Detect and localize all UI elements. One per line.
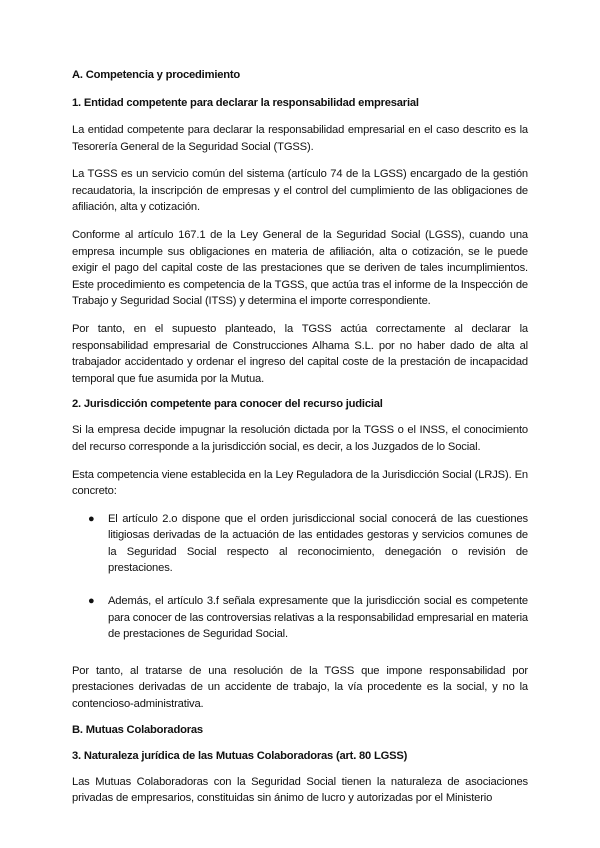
bullet-text: Además, el artículo 3.f señala expresamente que la jurisdicción social es competente para conocer de las controversias relativas a la responsabilidad empresarial en materia de prestaciones de Seguridad Social.	[108, 595, 528, 641]
section-a-heading: A. Competencia y procedimiento	[72, 69, 241, 81]
paragraph-entidad-competente: La entidad competente para declarar la responsabilidad empresarial en el caso descrito es la Tesorería General de la Seguridad Social (TGSS).	[72, 124, 528, 153]
bullet-text: El artículo 2.o dispone que el orden jurisdiccional social conocerá de las cuestiones litigiosas derivadas de la actuación de las entidades gestoras y servicios comunes de la Seguridad Social respecto al reconocimiento, denegación o revisión de prestaciones.	[108, 512, 528, 575]
bullet-icon: ●	[88, 512, 95, 525]
paragraph-mutuas: Las Mutuas Colaboradoras con la Seguridad Social tienen la naturaleza de asociaciones privadas de empresarios, constituidas sin ánimo de lucro y autorizadas por el Ministerio	[72, 775, 528, 805]
list-item	[88, 593, 528, 643]
bullet-icon: ●	[88, 595, 95, 608]
paragraph-conclusion: Por tanto, al tratarse de una resolución de la TGSS que impone responsabilidad por prestaciones derivadas de un accidente de trabajo, la vía procedente es la social, y no la contencioso-administrativa.	[72, 664, 528, 711]
paragraph-articulo-167: Conforme al artículo 167.1 de la Ley General de la Seguridad Social (LGSS), cuando una empresa incumple sus obligaciones en materia de afiliación, alta o cotización, se le puede exigir el pago del capital coste de las prestaciones que se deriven de tales incumplimientos. Este procedimiento es competencia de la TGSS, que actúa tras el informe de la Inspección de Trabajo y Seguridad Social (ITSS) y determina el importe correspondiente.	[72, 228, 528, 308]
paragraph-lrjs: Esta competencia viene establecida en la Ley Reguladora de la Jurisdicción Social (LRJS). En concreto:	[72, 468, 528, 498]
paragraph-tgss-servicio: La TGSS es un servicio común del sistema (artículo 74 de la LGSS) encargado de la gestión recaudatoria, la inscripción de empresas y el control del cumplimiento de las obligaciones de afiliación, alta y cotización.	[72, 168, 528, 214]
paragraph-impugnar: Si la empresa decide impugnar la resolución dictada por la TGSS o el INSS, el conocimiento del recurso corresponde a la jurisdicción social, es decir, a los Juzgados de lo Social.	[72, 424, 528, 453]
paragraph-supuesto: Por tanto, en el supuesto planteado, la TGSS actúa correctamente al declarar la responsabilidad empresarial de Construcciones Alhama S.L. por no haber dado de alta al trabajador accidentado y ordenar el ingreso del capital coste de la prestación de incapacidad temporal que fue asumida por la Mutua.	[72, 322, 528, 385]
list-item	[88, 511, 528, 577]
bullet-list	[72, 511, 528, 643]
section-b-heading: B. Mutuas Colaboradoras	[72, 723, 203, 736]
heading-entidad-competente: 1. Entidad competente para declarar la responsabilidad empresarial	[72, 97, 419, 109]
heading-jurisdiccion: 2. Jurisdicción competente para conocer del recurso judicial	[72, 398, 383, 411]
heading-naturaleza-juridica: 3. Naturaleza jurídica de las Mutuas Colaboradoras (art. 80 LGSS)	[72, 749, 408, 762]
